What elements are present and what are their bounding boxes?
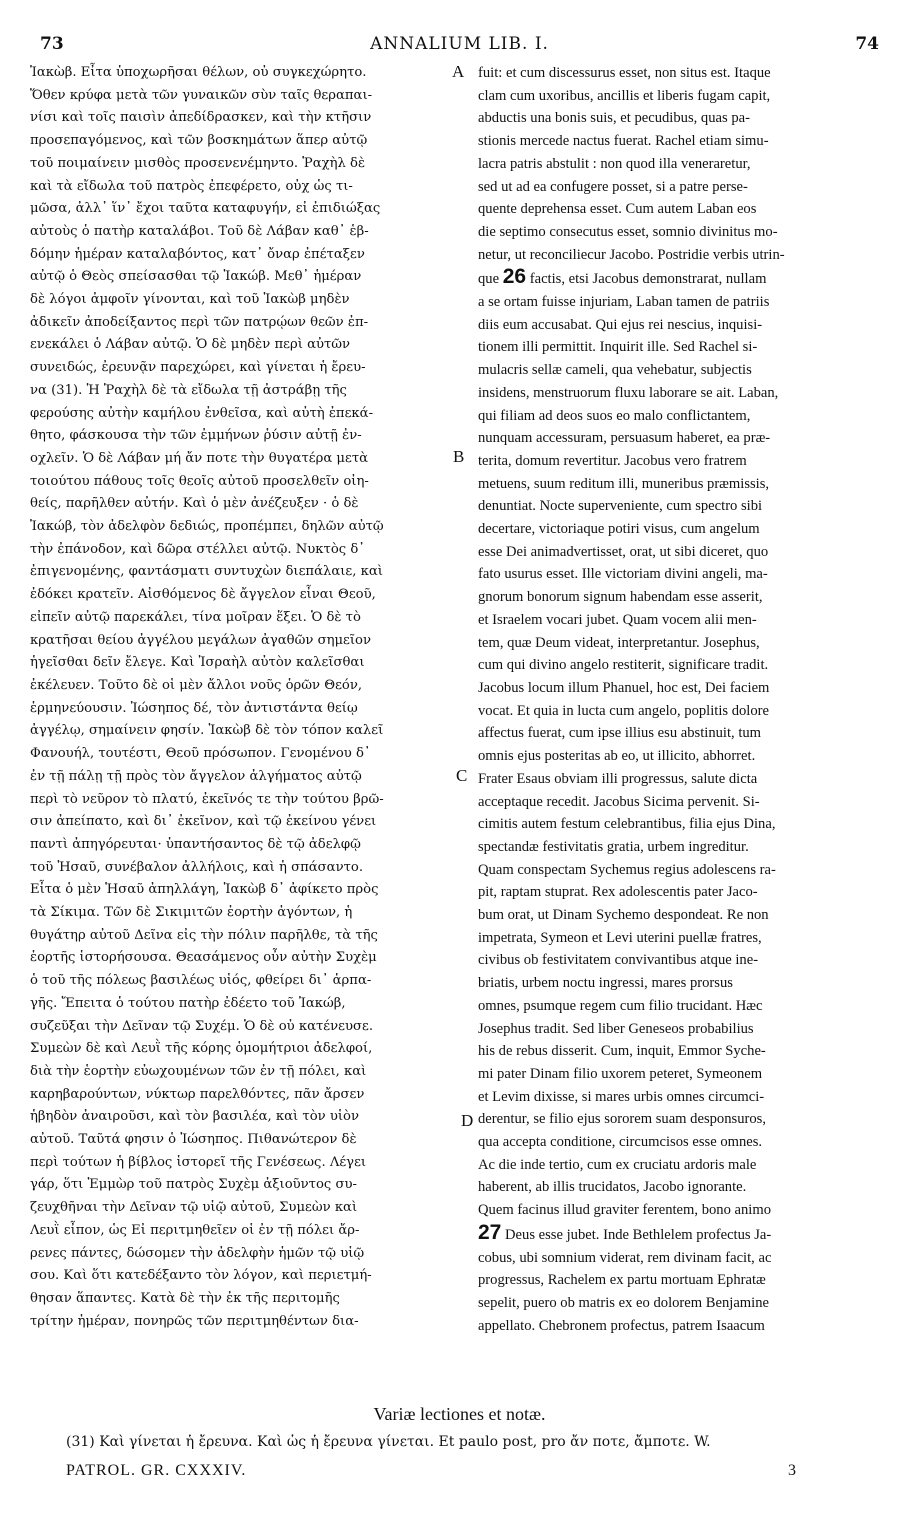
greek-text-line: διὰ τὴν ἑορτὴν εὐωχουμένων τῶν ἐν τῇ πόλει, καὶ bbox=[30, 1063, 367, 1079]
latin-text-line: quente deprehensa esset. Cum autem Laban eos bbox=[478, 201, 757, 218]
latin-text-line: clam cum uxoribus, ancillis et liberis fugam capit, bbox=[478, 87, 771, 104]
greek-text-line: περὶ τούτων ἡ βίβλος ἱστορεῖ τῆς Γενέσεως. Λέγει bbox=[30, 1154, 367, 1170]
latin-text-line: progressus, Rachelem ex partu mortuam Ephratæ bbox=[478, 1272, 766, 1289]
greek-text-line: θείς, παρῆλθεν αὐτήν. Καὶ ὁ μὲν ἀνέζευξεν · ὁ δὲ bbox=[30, 496, 359, 512]
latin-text-line: metuens, suum reditum illi, muneribus præmissis, bbox=[478, 475, 770, 492]
latin-text-line: gnorum bonorum signum habendam esse asserit, bbox=[478, 589, 763, 606]
greek-text-line: αὐτοὺς ὁ πατὴρ καταλάβοι. Τοῦ δὲ Λάβαν καθ᾽ ἑβ- bbox=[30, 223, 369, 239]
latin-text-line: civibus ob festivitatem convivantibus atque ine- bbox=[478, 952, 759, 969]
margin-marker-c: C bbox=[456, 766, 468, 785]
latin-text-line: que 26 factis, etsi Jacobus demonstrarat, nullam bbox=[478, 266, 767, 289]
notes-title: Variæ lectiones et notæ. bbox=[373, 1404, 546, 1424]
page-number-left: 73 bbox=[40, 34, 64, 54]
greek-text-line: Ὅθεν κρύφα μετὰ τῶν γυναικῶν σὺν ταῖς θεραπαι- bbox=[30, 87, 373, 103]
latin-text-line: qui filiam ad deos suos eo malo conflictantem, bbox=[478, 407, 751, 424]
greek-text-line: αὐτοῦ. Ταῦτά φησιν ὁ Ἰώσηπος. Πιθανώτερον δὲ bbox=[30, 1132, 357, 1148]
latin-text-line: Quam conspectam Sychemus regius adolescens ra- bbox=[478, 861, 776, 878]
greek-text-line: ἡβηδὸν ἀναιροῦσι, καὶ τὸν βασιλέα, καὶ τὸν υἱὸν bbox=[30, 1109, 360, 1125]
greek-text-line: οχλεῖν. Ὁ δὲ Λάβαν μή ἄν ποτε τὴν θυγατέρα μετὰ bbox=[30, 450, 369, 466]
latin-text-line: Frater Esaus obviam illi progressus, salute dicta bbox=[478, 770, 758, 787]
latin-text-line: Josephus tradit. Sed liber Geneseos probabilius bbox=[478, 1020, 754, 1037]
greek-text-line: καρηβαρούντων, νύκτωρ παρελθόντες, πᾶν ἄρσεν bbox=[30, 1086, 365, 1102]
latin-text-line: abductis una bonis suis, et pecudibus, quas pa- bbox=[478, 110, 750, 127]
latin-text-line: Jacobus locum illum Phanuel, hoc est, Dei faciem bbox=[478, 679, 770, 696]
greek-text-line: τρίτην ἡμέραν, πονηρῶς τῶν περιτμηθέντων δια- bbox=[30, 1313, 359, 1329]
latin-text-line: cum qui divino angelo restiterit, significare tradit. bbox=[478, 657, 769, 674]
greek-text-line: ἑρμηνεύουσιν. Ἰώσηπος δέ, τὸν ἀντιστάντα θείῳ bbox=[30, 700, 358, 716]
greek-text-line: θητο, φάσκουσα τὴν τῶν ἐμμήνων ῥύσιν αὐτῇ ἐν- bbox=[30, 428, 362, 444]
latin-text-line: tionem illi permittit. Inquirit ille. Sed Rachel si- bbox=[478, 339, 758, 356]
latin-text-line: terita, domum revertitur. Jacobus vero fratrem bbox=[478, 452, 747, 469]
margin-marker-b: B bbox=[453, 447, 465, 466]
greek-text-line: γῆς. Ἔπειτα ὁ τούτου πατὴρ ἐδέετο τοῦ Ἰακώβ, bbox=[30, 995, 346, 1011]
latin-text-line: affectus fuerat, cum ipse illius esu abstinuit, tum bbox=[478, 725, 762, 742]
latin-text-line: stionis mercede nactus fuerat. Rachel etiam simu- bbox=[478, 133, 769, 150]
latin-text-line: 27 Deus esse jubet. Inde Bethlelem profectus Ja- bbox=[478, 1221, 772, 1244]
latin-text-line: Ac die inde tertio, cum ex cruciatu ardoris male bbox=[478, 1156, 757, 1173]
greek-text-line: μῶσα, ἀλλ᾽ ἵν᾽ ἔχοι ταῦτα καταφυγήν, εἰ ἐπιδιώξας bbox=[30, 201, 381, 217]
greek-text-line: αὐτῷ ὁ Θεὸς σπείσασθαι τῷ Ἰακώβ. Μεθ᾽ ἡμέραν bbox=[30, 269, 362, 285]
latin-text-line: decertare, victoriaque potiri visus, cum angelum bbox=[478, 521, 760, 538]
greek-text-line: θησαν ἅπαντες. Κατὰ δὲ τὴν ἐκ τῆς περιτομῆς bbox=[30, 1290, 340, 1306]
latin-text-line: haberent, ab illis trucidatos, Jacobo ignorante. bbox=[478, 1179, 747, 1196]
latin-text-line: omnis ejus posteritas ab eo, ut illicito, abhorret. bbox=[478, 748, 756, 765]
greek-text-line: τοῦ Ἡσαῦ, συνέβαλον ἀλλήλοις, καὶ ἡ σπάσαντο. bbox=[30, 859, 364, 875]
latin-text-line: fuit: et cum discessurus esset, non situs est. Itaque bbox=[478, 65, 771, 81]
latin-text-line: Quem facinus illud graviter ferentem, bono animo bbox=[478, 1202, 772, 1219]
greek-text-line: ενεκάλει ὁ Λάβαν αὐτῷ. Ὁ δὲ μηδὲν περὶ αὐτῶν bbox=[30, 337, 351, 353]
section-number: 27 bbox=[478, 1221, 502, 1244]
greek-text-line: να (31). Ἡ Ῥαχὴλ δὲ τὰ εἴδωλα τῇ ἀστράβῃ τῆς bbox=[30, 382, 347, 398]
page-number-right: 74 bbox=[855, 34, 879, 54]
latin-text-line: cimitis autem festum celebrantibus, filia ejus Dina, bbox=[478, 816, 776, 833]
margin-marker-a: A bbox=[452, 62, 465, 81]
greek-text-line: Συμεὼν δὲ καὶ Λευῒ τῆς κόρης ὁμομήτριοι ἀδελφοί, bbox=[30, 1041, 373, 1057]
greek-text-line: ἐκέλευεν. Τοῦτο δὲ οἱ μὲν ἄλλοι νοῦς ὁρῶν Θεόν, bbox=[30, 677, 363, 693]
greek-text-line: ζευχθῆναι τὴν Δεῖναν τῷ υἱῷ αὐτοῦ, Συμεὼν καὶ bbox=[30, 1200, 358, 1216]
latin-text-line: pit, raptam stuprat. Rex adolescentis pater Jaco- bbox=[478, 884, 758, 901]
greek-text-line: καὶ τὰ εἴδωλα τοῦ πατρὸς ἐπεφέρετο, οὐχ ὡς τι- bbox=[30, 178, 353, 194]
series-footer: PATROL. GR. CXXXIV. bbox=[66, 1462, 247, 1479]
latin-text-line: appellato. Chebronem profectus, patrem Isaacum bbox=[478, 1317, 765, 1334]
greek-text-line: ρενες πάντες, δώσομεν τὴν ἀδελφὴν ἡμῶν τῷ υἱῷ bbox=[30, 1245, 365, 1261]
latin-text-line: die septimo consecutus esset, somnio divinitus mo- bbox=[478, 223, 778, 240]
latin-text-line: netur, ut reconciliecur Jacobo. Postridie verbis utrin- bbox=[478, 246, 785, 263]
latin-text-line: acceptaque recedit. Jacobus Sicima pervenit. Si- bbox=[478, 793, 760, 810]
latin-text-line: fato usurus esset. Ille victoriam divini angeli, ma- bbox=[478, 566, 768, 583]
latin-text-line: mi pater Dinam filio uxorem peteret, Symeonem bbox=[478, 1065, 763, 1082]
greek-text-line: συζεῦξαι τὴν Δεῖναν τῷ Συχέμ. Ὁ δὲ οὐ κατένευσε. bbox=[30, 1018, 374, 1034]
greek-text-line: Φανουήλ, τουτέστι, Θεοῦ πρόσωπον. Γενομένου δ᾽ bbox=[30, 746, 371, 762]
greek-text-line: ἀγγέλῳ, σημαίνειν φησίν. Ἰακὼβ δὲ τὸν τόπον καλεῖ bbox=[30, 723, 384, 739]
latin-text-line: spectandæ festivitatis gratia, urbem ingreditur. bbox=[478, 838, 749, 855]
greek-text-line: θυγάτηρ αὐτοῦ Δεῖνα εἰς τὴν πόλιν παρῆλθε, τὰ τῆς bbox=[30, 927, 378, 943]
running-title: ANNALIUM LIB. I. bbox=[370, 34, 549, 54]
greek-text-line: περὶ τὸ νεῦρον τὸ πλατύ, ἐκεῖνός τε τὴν τούτου βρῶ- bbox=[30, 791, 384, 807]
page-header bbox=[0, 34, 919, 60]
latin-text-line: his de rebus disserit. Cum, inquit, Emmor Syche- bbox=[478, 1043, 766, 1060]
footnote-31: (31) Καὶ γίνεται ἡ ἔρευνα. Καὶ ὡς ἡ ἔρευνα γίνεται. Et paulo post, pro ἄν ποτε, ἄμποτε. W. bbox=[66, 1434, 711, 1450]
greek-text-line: Ἰακὼβ. Εἶτα ὑποχωρῆσαι θέλων, οὐ συγκεχώρητο. bbox=[30, 65, 367, 80]
latin-text-line: diis eum accusabat. Qui ejus rei nescius, inquisi- bbox=[478, 316, 763, 333]
greek-text-line: ἐδόκει κρατεῖν. Αἰσθόμενος δὲ ἄγγελον εἶναι Θεοῦ, bbox=[30, 587, 376, 603]
greek-text-line: εἰπεῖν αὐτῷ παρεκάλει, τίνα μοῖραν ἕξει. Ὁ δὲ τὸ bbox=[30, 609, 361, 625]
latin-text-line: derentur, se filio ejus sororem suam desponsuros, bbox=[478, 1111, 766, 1128]
greek-text-line: γάρ, ὅτι Ἐμμὼρ τοῦ πατρὸς Συχὲμ ἀξιοῦντος συ- bbox=[30, 1177, 357, 1193]
greek-text-line: τὴν ἐπάνοδον, καὶ δῶρα στέλλει αὐτῷ. Νυκτὸς δ᾽ bbox=[30, 541, 365, 557]
latin-text-line: lacra patris abstulit : non quod illa veneraretur, bbox=[478, 155, 751, 172]
latin-text-line: sed ut ad ea confugere posset, si a patre perse- bbox=[478, 178, 748, 195]
greek-text-line: Εἶτα ὁ μὲν Ἡσαῦ ἀπηλλάγη, Ἰακὼβ δ᾽ ἀφίκετο πρὸς bbox=[30, 882, 379, 898]
latin-text-line: vocat. Et quia in lucta cum angelo, poplitis dolore bbox=[478, 702, 769, 719]
greek-text-line: συνειδώς, ἐρευνᾷν παρεχώρει, καὶ γίνεται ἡ ἔρευ- bbox=[30, 360, 366, 376]
greek-text-line: νίσι καὶ τοῖς παισὶν ἀπεδίδρασκεν, καὶ τὴν κτῆσιν bbox=[30, 110, 372, 126]
greek-text-line: ἑορτῆς ἱστορήσουσα. Θεασάμενος οὖν αὐτὴν Συχὲμ bbox=[30, 950, 377, 966]
greek-text-line: παντὶ ἀπηγόρευται· ὑπαντήσαντος δὲ τῷ ἀδελφῷ bbox=[30, 836, 361, 852]
latin-text-line: cobus, ubi somnium viderat, rem divinam facit, ac bbox=[478, 1249, 772, 1266]
greek-text-line: κρατῆσαι θείου ἀγγέλου μεγάλων ἀγαθῶν σημεῖον bbox=[30, 632, 372, 648]
greek-text-line: τὰ Σίκιμα. Τῶν δὲ Σικιμιτῶν ἑορτὴν ἀγόντων, ἡ bbox=[30, 905, 353, 921]
latin-text-line: omnes, psumque regem cum filio trucidant. Hæc bbox=[478, 997, 763, 1014]
latin-text-line: insidens, menstruorum fluxu laborare se ait. Laban, bbox=[478, 384, 779, 401]
greek-text-line: ἐπιγενομένης, φαντάσματι συντυχὼν διεπάλαιε, καὶ bbox=[30, 564, 383, 580]
latin-text-line: esse Dei animadvertisset, orat, ut sibi diceret, quo bbox=[478, 543, 769, 560]
greek-text-line: προσεπαγόμενος, καὶ τῶν βοσκημάτων ἅπερ αὐτῷ bbox=[30, 133, 368, 149]
greek-text-line: δόμην ἡμέραν καταλαβόντος, κατ᾽ ὄναρ ἐπέταξεν bbox=[30, 246, 365, 262]
latin-text-line: denuntiat. Nocte superveniente, cum spectro sibi bbox=[478, 498, 763, 515]
greek-text-line: ὁ τοῦ τῆς πόλεως βασιλέως υἱός, φθείρει δι᾽ ἁρπα- bbox=[30, 973, 372, 989]
latin-text-line: nunquam accessuram, persuasum haberet, ea præ- bbox=[478, 430, 771, 447]
greek-text-line: ἐν τῇ πάλῃ τῇ πρὸς τὸν ἄγγελον ἀλγήματος αὐτῷ bbox=[30, 768, 362, 784]
latin-text-line: qua accepta conditione, circumcisos esse omnes. bbox=[478, 1134, 763, 1151]
greek-text-line: τοιούτου πάθους τοῖς θεοῖς αὐτοῦ προσελθεῖν οἰη- bbox=[30, 473, 369, 489]
latin-text-line: briatis, urbem noctu ingressi, mares prorsus bbox=[478, 975, 733, 992]
greek-text-line: σου. Καὶ ὅτι κατεδέξαντο τὸν λόγον, καὶ περιετμή- bbox=[30, 1268, 372, 1284]
greek-text-column bbox=[30, 62, 465, 1402]
latin-text-line: bum orat, ut Dinam Sychemo despondeat. Re non bbox=[478, 907, 769, 924]
margin-marker-d: D bbox=[461, 1111, 474, 1130]
section-number: 26 bbox=[502, 266, 527, 289]
greek-text-line: ἡγεῖσθαι δεῖν ἔλεγε. Καὶ Ἰσραὴλ αὐτὸν καλεῖσθαι bbox=[30, 655, 365, 671]
greek-text-line: τοῦ ποιμαίνειν μισθὸς προσενενέμηντο. Ῥαχὴλ δὲ bbox=[30, 155, 366, 171]
latin-text-line: a se ortam fuisse injuriam, Laban tamen de patriis bbox=[478, 294, 770, 311]
greek-text-line: Λευῒ εἶπον, ὡς Εἰ περιτμηθεῖεν οἱ ἐν τῇ πόλει ἄρ- bbox=[30, 1222, 360, 1238]
latin-text-line: tem, quæ Deum videat, interpretantur. Josephus, bbox=[478, 634, 760, 651]
greek-text-line: δὲ λόγοι ἀμφοῖν γίνονται, καὶ τοῦ Ἰακὼβ μηδὲν bbox=[30, 292, 350, 308]
latin-text-line: et Levim dixisse, si mares urbis omnes circumci- bbox=[478, 1088, 765, 1105]
latin-text-line: impetrata, Symeon et Levi uterini puellæ fratres, bbox=[478, 929, 762, 946]
greek-text-line: Ἰακώβ, τὸν ἀδελφὸν δεδιώς, προπέμπει, δηλῶν αὐτῷ bbox=[30, 519, 384, 535]
greek-text-line: ἀδικεῖν ἀποδείξαντος περὶ τῶν πατρῴων θεῶν ἐπ- bbox=[30, 314, 369, 330]
latin-text-line: et Israelem vocari jubet. Quam vocem alii men- bbox=[478, 611, 757, 628]
latin-text-column bbox=[478, 62, 884, 1402]
signature-mark: 3 bbox=[788, 1462, 796, 1479]
greek-text-line: φερούσης αὐτὴν καμήλου ἐνθεῖσα, καὶ αὐτὴ ἐπεκά- bbox=[30, 405, 374, 421]
latin-text-line: mulacris sellæ cameli, qua vehebatur, subjectis bbox=[478, 362, 752, 379]
greek-text-line: σιν ἀπείπατο, καὶ δι᾽ ἐκεῖνον, καὶ τῷ ἐκείνου γένει bbox=[30, 814, 377, 830]
latin-text-line: sepelit, puero ob matris ex eo dolorem Benjamine bbox=[478, 1294, 769, 1311]
